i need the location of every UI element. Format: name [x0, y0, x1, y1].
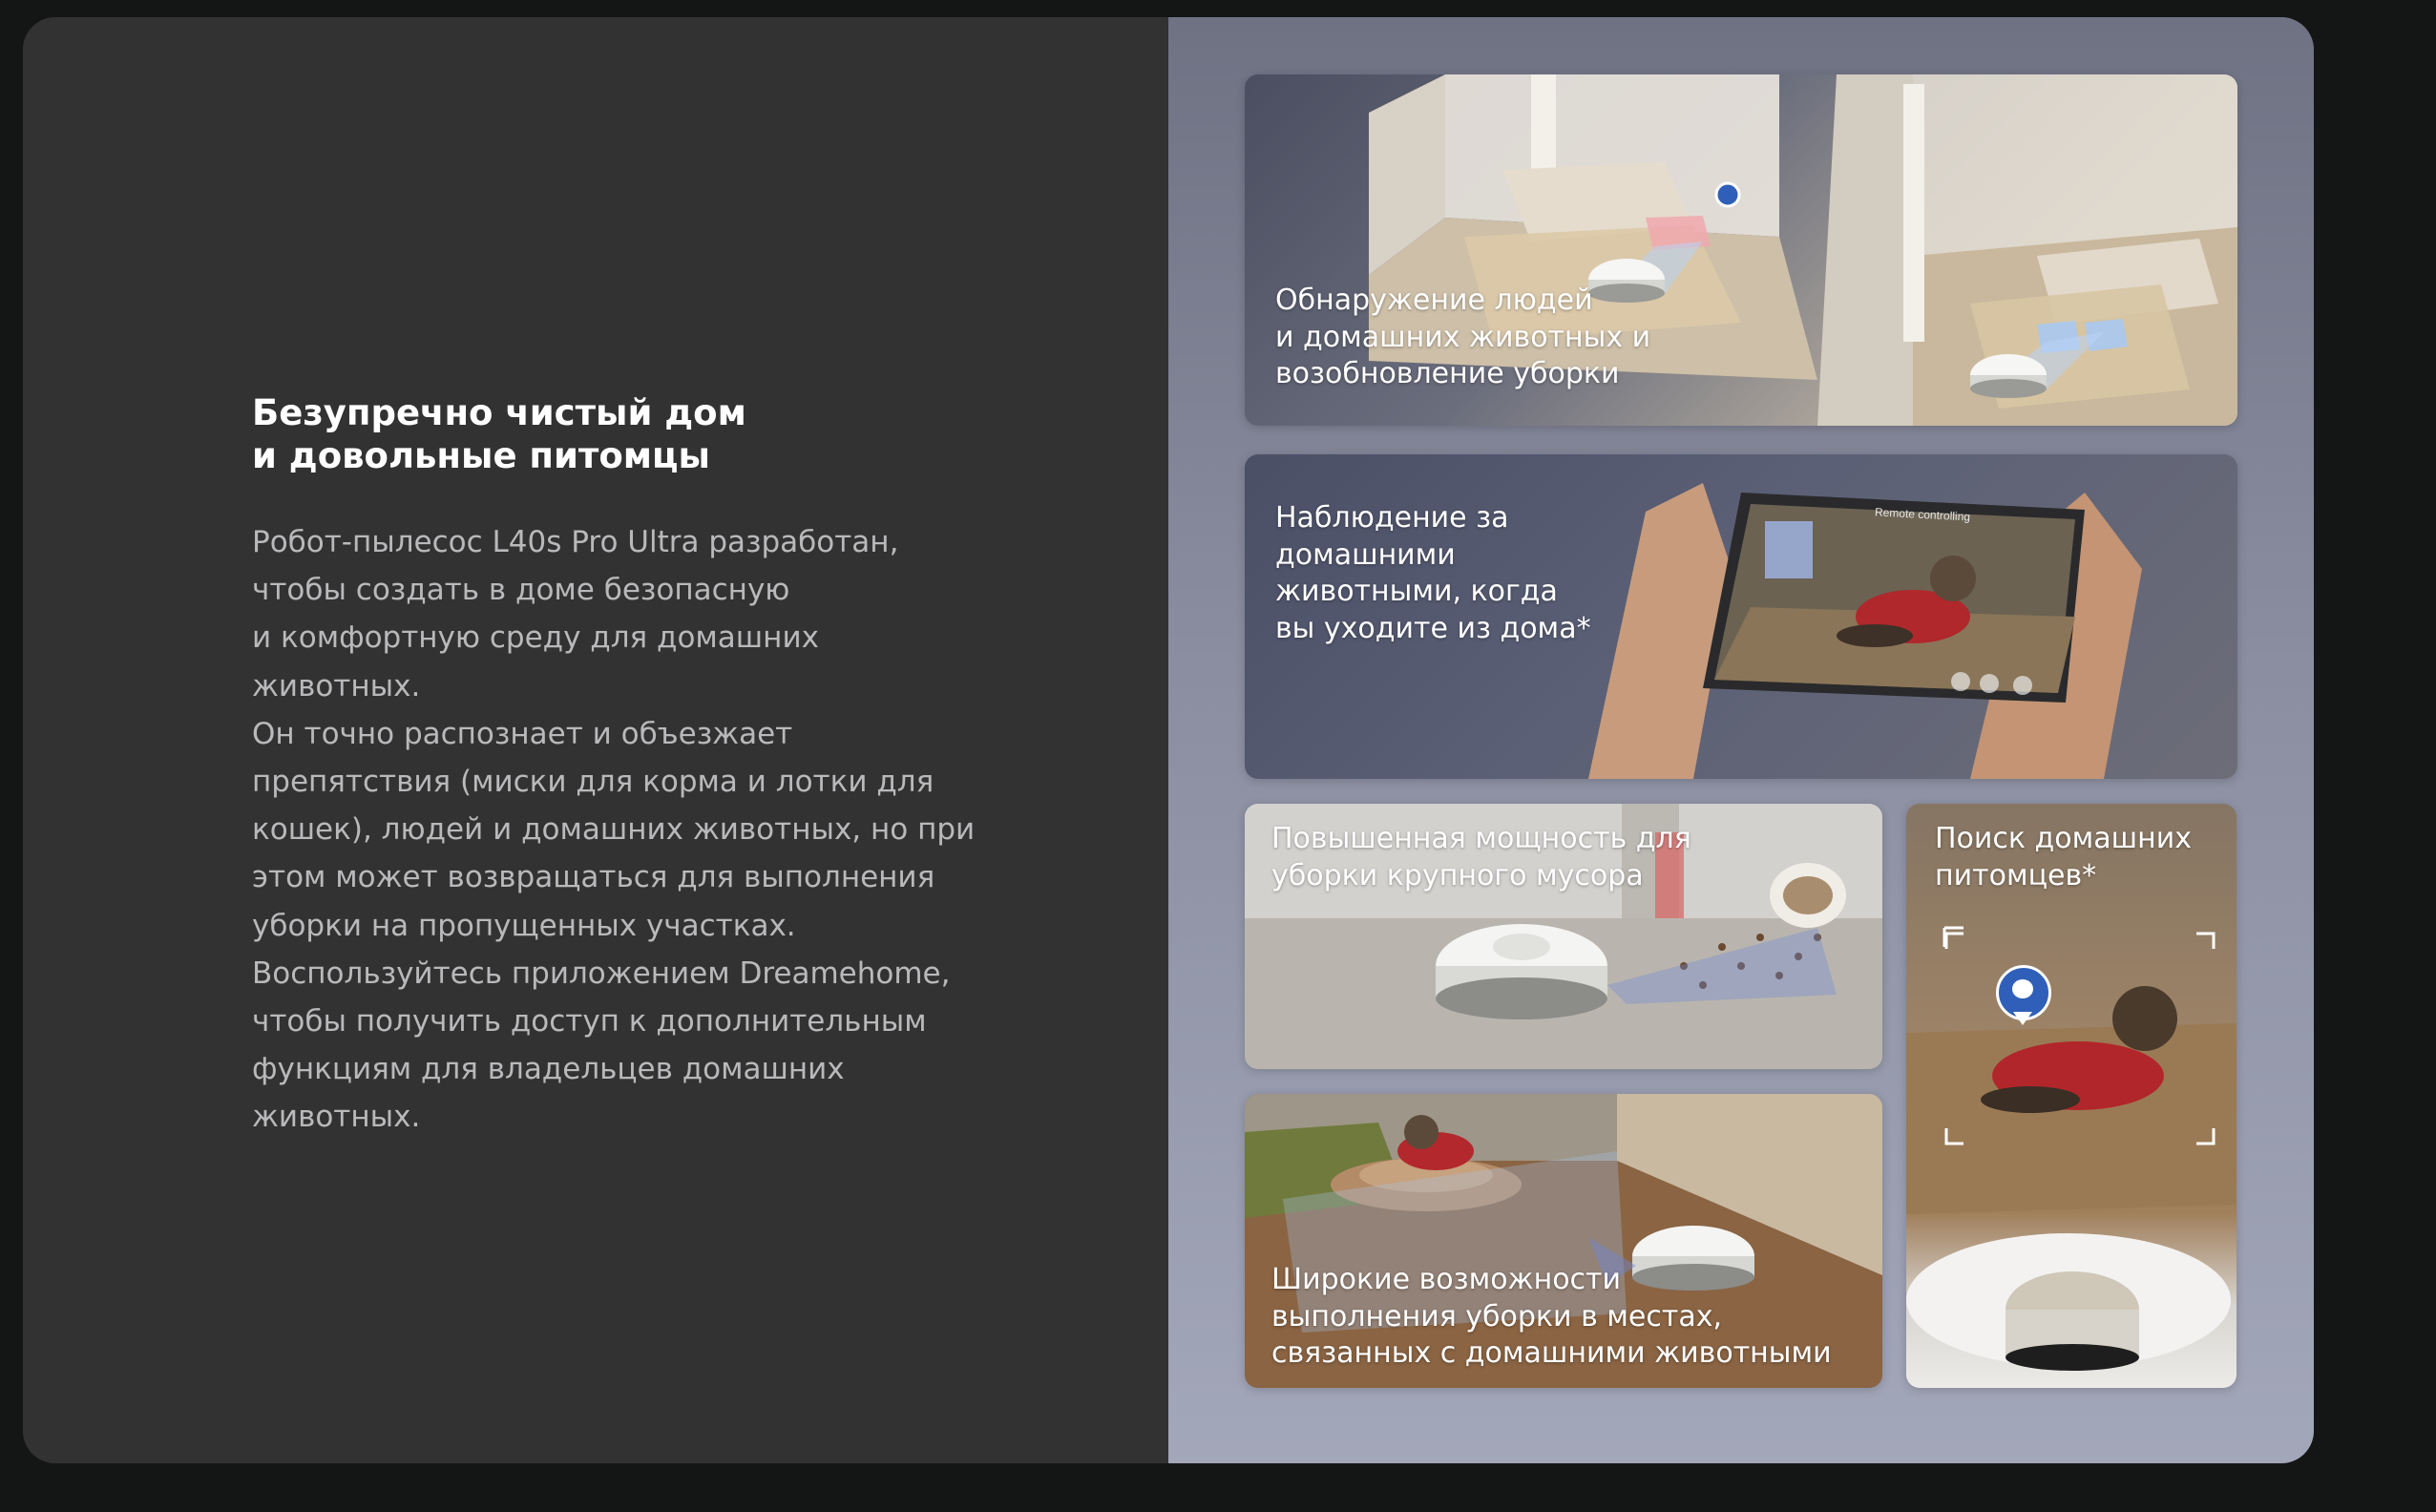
feature-tile-detection [1245, 74, 2237, 426]
text-panel [23, 17, 1168, 1463]
feature-card [23, 17, 2314, 1463]
feature-gallery [1168, 17, 2314, 1463]
pin-pointer [2013, 1012, 2032, 1025]
feature-tile-suction [1245, 804, 1882, 1069]
feature-tile-pet-search [1906, 804, 2236, 1388]
pet-face-icon [2012, 979, 2033, 998]
section-description: Робот-пылесос L40s Pro Ultra разработан, чтобы создать в доме безопасную и комфортную среду для домашних животных. Он точно распознает и объезжает препятствия (миски для корма и лотки для кошек), людей и домашних животных, но при этом может возвращаться для выполнения уборки на пропущенных участках. Воспользуйтесь приложением Dreamehome, чтобы получить доступ к дополнительным функциям для владельцев домашних животных. [252, 525, 976, 1135]
suction-label: Повышенная мощность для уборки крупного мусора [1271, 822, 1691, 892]
detection-label: Обнаружение людей и домашних животных и возобновление уборки [1275, 284, 1651, 390]
app-screen-title: Remote controlling [1874, 505, 1971, 524]
monitoring-label: Наблюдение за домашними животными, когда вы уходите из дома* [1275, 501, 1591, 645]
section-heading: Безупречно чистый дом и довольные питомцы [252, 392, 746, 476]
feature-tile-monitoring [1245, 454, 2237, 779]
pet-search-label: Поиск домашних питомцев* [1935, 822, 2192, 892]
feature-tile-pet-areas [1245, 1094, 1882, 1388]
pet-areas-label: Широкие возможности выполнения уборки в местах, связанных с домашними животными [1271, 1263, 1832, 1370]
